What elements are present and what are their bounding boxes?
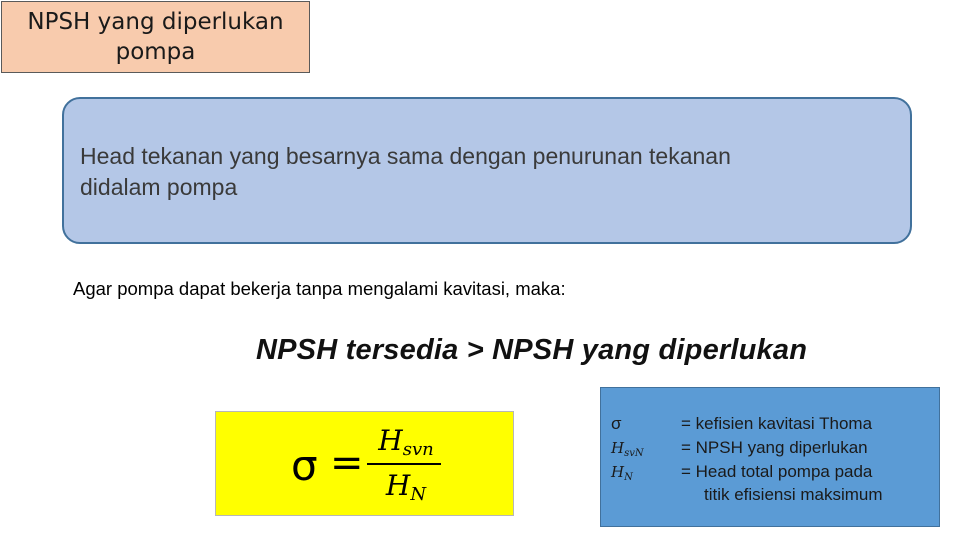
legend-continuation: titik efisiensi maksimum (704, 485, 883, 504)
formula-sigma: σ (291, 441, 318, 490)
condition-text: Agar pompa dapat bekerja tanpa mengalami kavitasi, maka: (73, 278, 566, 299)
legend-description: = NPSH yang diperlukan (681, 438, 868, 457)
formula-numerator-base: H (378, 424, 403, 457)
slide-title-line2: pompa (115, 39, 196, 65)
thoma-formula-box (215, 411, 514, 516)
legend-description: = kefisien kavitasi Thoma (681, 414, 873, 433)
formula-fraction-bar (367, 463, 441, 465)
formula-numerator-sub: svn (402, 439, 434, 460)
legend-symbol-base: H (611, 463, 625, 481)
npsh-inequality: NPSH tersedia > NPSH yang diperlukan (256, 334, 808, 366)
slide-title-box (1, 1, 310, 73)
definition-line1: Head tekanan yang besarnya sama dengan penurunan tekanan (80, 143, 731, 169)
symbol-legend-box (600, 387, 940, 527)
definition-box (62, 97, 912, 244)
legend-symbol (611, 461, 671, 489)
formula-denominator-base: H (385, 469, 411, 502)
definition-line2: didalam pompa (80, 174, 238, 200)
legend-symbol-base: σ (611, 414, 622, 433)
formula-denominator (371, 469, 441, 505)
legend-symbol-sub: N (624, 472, 633, 483)
legend-description: = Head total pompa pada (681, 462, 873, 481)
formula-numerator (371, 424, 441, 460)
formula-denominator-sub: N (410, 484, 427, 505)
legend-symbol (611, 413, 671, 435)
slide-title-line1: NPSH yang diperlukan (27, 9, 284, 35)
legend-symbol-sub: svN (624, 448, 644, 459)
formula-equals: = (330, 440, 364, 486)
legend-symbol-base: H (611, 439, 625, 457)
